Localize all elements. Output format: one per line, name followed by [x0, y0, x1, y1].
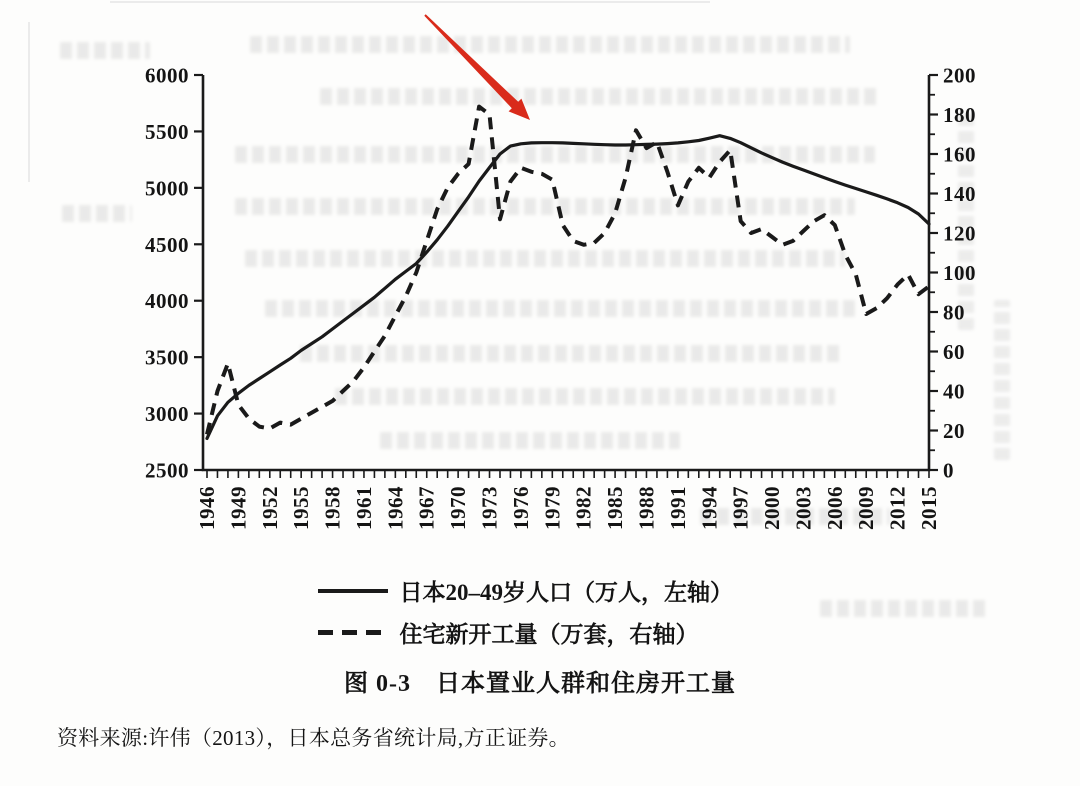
figure-source: 资料来源:许伟（2013），日本总务省统计局,方正证券。	[57, 726, 570, 750]
left-axis-tick-label: 4500	[145, 232, 189, 257]
right-axis-tick-label: 100	[943, 261, 976, 285]
x-axis-tick-label: 1952	[257, 486, 282, 530]
x-axis-tick-label: 1988	[634, 486, 659, 530]
x-axis-tick-label: 1997	[728, 486, 753, 530]
left-axis-tick-label: 4000	[145, 289, 189, 314]
solid-line-sample-icon	[318, 589, 388, 593]
x-axis-tick-label: 1967	[414, 486, 439, 530]
x-axis-tick-label: 2000	[760, 486, 785, 530]
x-axis-tick-label: 1991	[665, 486, 690, 530]
x-axis-tick-label: 1976	[508, 486, 533, 530]
x-axis-tick-label: 1949	[226, 486, 251, 530]
x-axis-tick-label: 1979	[540, 486, 565, 530]
left-axis-tick-label: 6000	[145, 63, 189, 88]
legend-item-population	[318, 574, 763, 607]
right-axis-tick-label: 160	[943, 142, 976, 167]
right-axis-tick-label: 200	[943, 63, 976, 88]
left-axis-tick-label: 5000	[145, 176, 189, 201]
population-line	[207, 136, 929, 439]
left-axis-tick-label: 5500	[145, 119, 189, 144]
chart-legend	[0, 574, 1080, 649]
x-axis-tick-label: 2015	[917, 486, 941, 530]
x-axis-tick-label: 1973	[477, 486, 502, 530]
housing-starts-line	[207, 107, 929, 435]
left-axis-tick-label: 3000	[145, 402, 189, 427]
x-axis-tick-label: 2009	[854, 486, 879, 530]
x-axis-tick-label: 1985	[603, 486, 628, 530]
right-axis-tick-label: 0	[943, 458, 954, 483]
right-axis-tick-label: 120	[943, 221, 976, 246]
legend-label-population: 日本20–49岁人口（万人，左轴）	[399, 580, 733, 605]
right-axis-tick-label: 180	[943, 103, 976, 127]
x-axis-tick-label: 1955	[289, 486, 314, 530]
right-axis-tick-label: 20	[943, 419, 965, 443]
x-axis-tick-label: 1964	[383, 486, 408, 530]
x-axis-tick-label: 1982	[571, 486, 596, 530]
x-axis-tick-label: 1994	[697, 486, 722, 530]
right-axis-tick-label: 80	[943, 300, 965, 325]
x-axis-tick-label: 1961	[351, 486, 376, 530]
x-axis-tick-label: 1946	[195, 486, 219, 530]
x-axis-tick-label: 1958	[320, 486, 345, 530]
right-axis-tick-label: 60	[943, 340, 965, 364]
left-axis-tick-label: 3500	[145, 345, 189, 370]
legend-item-housing-starts	[318, 616, 763, 649]
red-arrow-annotation-icon	[424, 14, 530, 120]
legend-label-housing-starts: 住宅新开工量（万套，右轴）	[399, 622, 699, 647]
figure-caption: 图 0-3 日本置业人群和住房开工量	[344, 671, 736, 697]
x-axis-tick-label: 2003	[791, 486, 816, 530]
x-axis-tick-label: 2012	[885, 486, 910, 530]
dashed-line-sample-icon	[318, 630, 388, 635]
right-axis-tick-label: 140	[943, 182, 976, 206]
x-axis-tick-label: 2006	[822, 486, 847, 530]
x-axis-tick-label: 1970	[446, 486, 471, 530]
left-axis-tick-label: 2500	[145, 458, 189, 483]
right-axis-tick-label: 40	[943, 379, 965, 404]
